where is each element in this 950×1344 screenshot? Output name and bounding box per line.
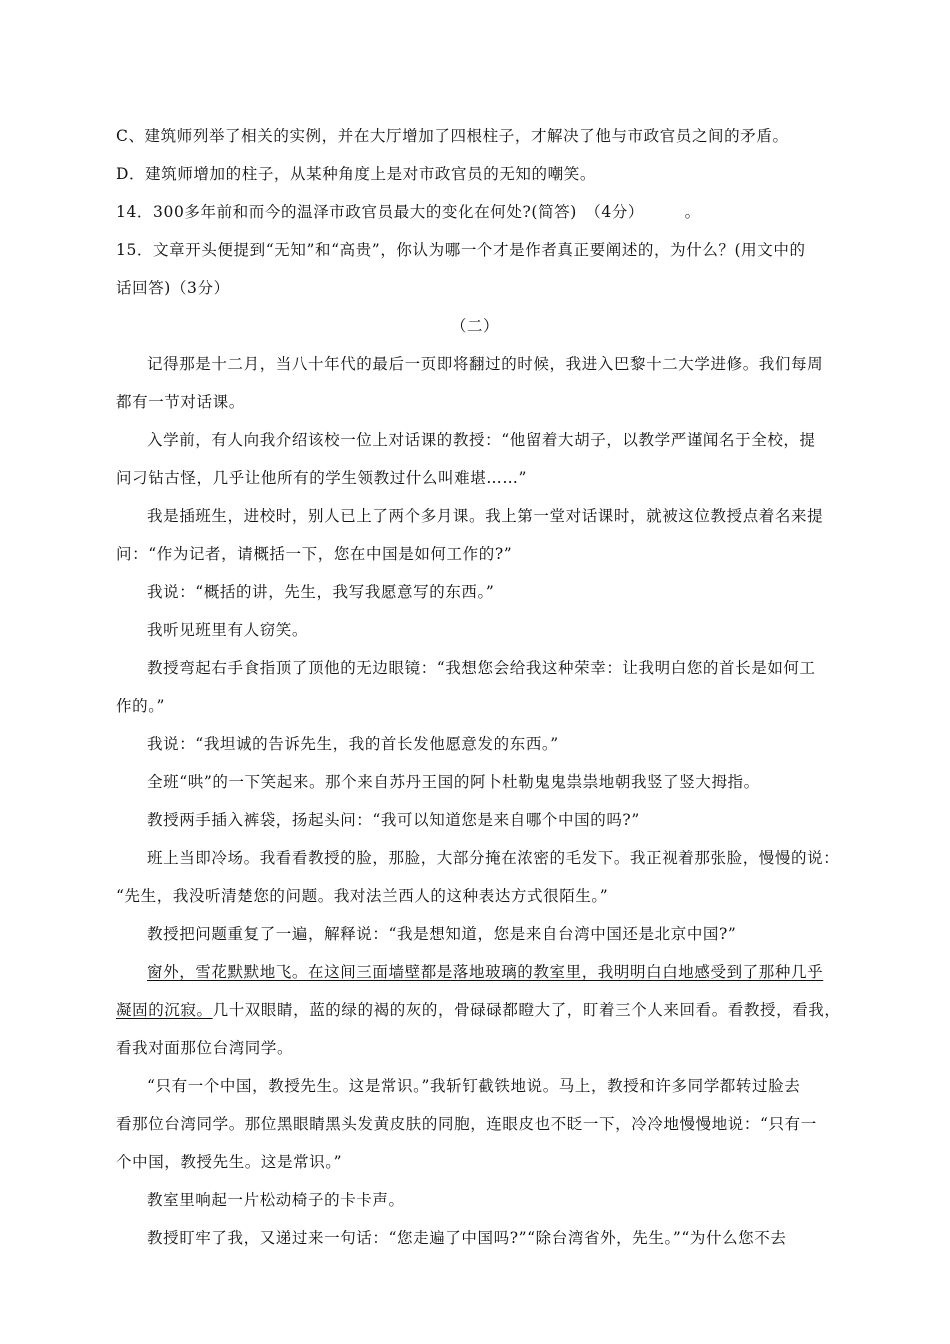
paragraph-line: 教授盯牢了我，又递过来一句话：“您走遍了中国吗?”“除台湾省外，先生。”“为什么您不去	[147, 1229, 787, 1247]
paragraph-line: 看那位台湾同学。那位黑眼睛黑头发黄皮肤的同胞，连眼皮也不眨一下，冷冷地慢慢地说：“只有一	[116, 1115, 817, 1133]
option-c: C、建筑师列举了相关的实例，并在大厅增加了四根柱子，才解决了他与市政官员之间的矛盾。	[116, 127, 789, 145]
paragraph-line: 个中国，教授先生。这是常识。”	[116, 1153, 343, 1171]
paragraph-line: 都有一节对话课。	[116, 393, 245, 411]
paragraph-line: 问：“作为记者，请概括一下，您在中国是如何工作的?”	[116, 545, 513, 563]
underlined-sentence: 窗外，雪花默默地飞。在这间三面墙壁都是落地玻璃的教室里，我明明白白地感受到了那种几乎	[147, 963, 824, 981]
paragraph-line: 看我对面那位台湾同学。	[116, 1039, 294, 1057]
option-d: D．建筑师增加的柱子，从某种角度上是对市政官员的无知的嘲笑。	[116, 165, 596, 183]
paragraph-line: 班上当即冷场。我看看教授的脸，那脸，大部分掩在浓密的毛发下。我正视着那张脸，慢慢的说：	[147, 849, 840, 867]
paragraph-line: 入学前，有人向我介绍该校一位上对话课的教授：“他留着大胡子，以教学严谨闻名于全校，提	[147, 431, 816, 449]
section-heading: （二）	[450, 317, 500, 335]
paragraph-line: 我是插班生，进校时，别人已上了两个多月课。我上第一堂对话课时，就被这位教授点着名来提	[147, 507, 824, 525]
paragraph-line	[116, 998, 841, 1020]
paragraph-line: 记得那是十二月，当八十年代的最后一页即将翻过的时候，我进入巴黎十二大学进修。我们每周	[147, 355, 824, 373]
paragraph-line: 我说：“我坦诚的告诉先生，我的首长发他愿意发的东西。”	[147, 735, 559, 753]
question-15-cont: 话回答)（3分）	[116, 279, 230, 297]
question-15: 15．文章开头便提到“无知”和“高贵”，你认为哪一个才是作者真正要阐述的，为什么？(用文中的	[116, 241, 806, 259]
paragraph-line: 作的。”	[116, 697, 166, 715]
paragraph-line: “先生，我没听清楚您的问题。我对法兰西人的这种表达方式很陌生。”	[116, 887, 609, 905]
paragraph-line: 教授弯起右手食指顶了顶他的无边眼镜：“我想您会给我这种荣幸：让我明白您的首长是如何工	[147, 659, 816, 677]
paragraph-line: 我说：“概括的讲，先生，我写我愿意写的东西。”	[147, 583, 495, 601]
paragraph-line: 我听见班里有人窃笑。	[147, 621, 309, 639]
paragraph-line: 教室里响起一片松动椅子的卡卡声。	[147, 1191, 405, 1209]
question-14: 14．300多年前和而今的温泽市政官员最大的变化在何处?(简答) （4分） 。	[116, 203, 701, 221]
paragraph-text: 几十双眼睛，蓝的绿的褐的灰的，骨碌碌都瞪大了，盯着三个人来回看。看教授，看我，	[212, 1001, 841, 1019]
paragraph-line: “只有一个中国，教授先生。这是常识。”我斩钉截铁地说。马上，教授和许多同学都转过脸去	[147, 1077, 801, 1095]
paragraph-line: 教授两手插入裤袋，扬起头问：“我可以知道您是来自哪个中国的吗?”	[147, 811, 640, 829]
paragraph-line: 全班“哄”的一下笑起来。那个来自苏丹王国的阿卜杜勒鬼鬼祟祟地朝我竖了竖大拇指。	[147, 773, 760, 791]
underlined-sentence-end: 凝固的沉寂。	[116, 1001, 213, 1019]
paragraph-line: 问刁钻古怪，几乎让他所有的学生领教过什么叫难堪……”	[116, 469, 528, 487]
paragraph-line: 教授把问题重复了一遍，解释说：“我是想知道，您是来自台湾中国还是北京中国?”	[147, 925, 737, 943]
